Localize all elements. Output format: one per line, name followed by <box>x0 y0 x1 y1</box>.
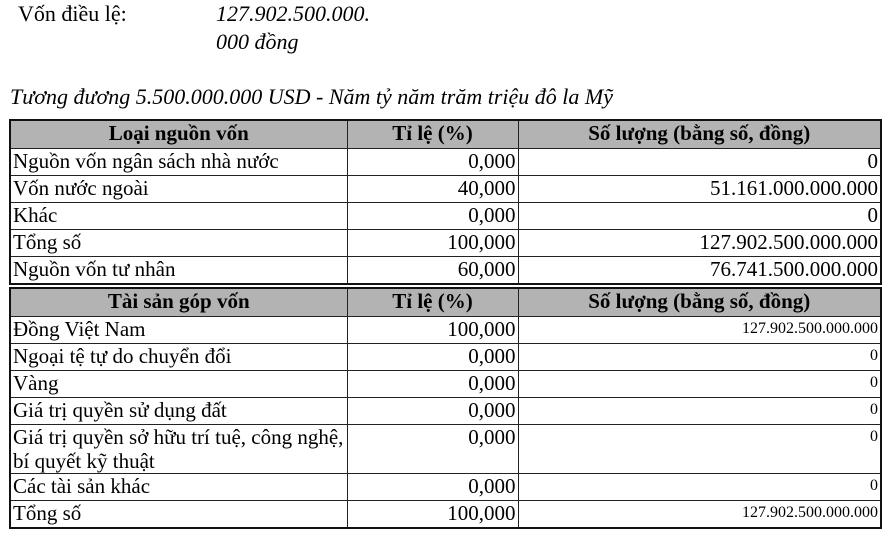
ratio: 100,000 <box>347 501 518 529</box>
table-row <box>10 398 881 425</box>
ratio: 0,000 <box>347 344 518 371</box>
ratio: 0,000 <box>347 425 518 474</box>
ratio: 100,000 <box>347 230 518 257</box>
table-row <box>10 203 881 230</box>
table-row <box>10 344 881 371</box>
ratio: 100,000 <box>347 317 518 344</box>
source-type: Tổng số <box>10 230 347 257</box>
header-asset: Tài sản góp vốn <box>10 288 347 317</box>
table-row <box>10 371 881 398</box>
header-ratio: Tỉ lệ (%) <box>347 288 518 317</box>
charter-capital-value-line1: 127.902.500.000. <box>216 1 370 26</box>
table-header-row <box>10 120 881 149</box>
ratio: 0,000 <box>347 371 518 398</box>
asset: Các tài sản khác <box>10 474 347 501</box>
header-ratio: Tỉ lệ (%) <box>347 120 518 149</box>
table-header-row <box>10 288 881 317</box>
contributed-assets-table <box>9 287 882 529</box>
header-amount: Số lượng (bằng số, đồng) <box>518 288 881 317</box>
asset: Ngoại tệ tự do chuyển đổi <box>10 344 347 371</box>
table-row <box>10 176 881 203</box>
source-type: Nguồn vốn ngân sách nhà nước <box>10 149 347 176</box>
asset: Đồng Việt Nam <box>10 317 347 344</box>
asset: Tổng số <box>10 501 347 529</box>
amount: 127.902.500.000.000 <box>518 230 881 257</box>
charter-capital-value-line2: 000 đồng <box>216 29 299 54</box>
charter-capital-label: Vốn điều lệ: <box>18 1 127 26</box>
ratio: 0,000 <box>347 203 518 230</box>
ratio: 0,000 <box>347 398 518 425</box>
usd-equivalent: Tương đương 5.500.000.000 USD - Năm tỷ năm trăm triệu đô la Mỹ <box>10 84 613 109</box>
amount: 127.902.500.000.000 <box>518 317 881 344</box>
ratio: 0,000 <box>347 149 518 176</box>
amount: 0 <box>518 344 881 371</box>
ratio: 60,000 <box>347 257 518 285</box>
asset: Giá trị quyền sử dụng đất <box>10 398 347 425</box>
table-row <box>10 317 881 344</box>
header-amount: Số lượng (bằng số, đồng) <box>518 120 881 149</box>
source-type: Vốn nước ngoài <box>10 176 347 203</box>
table-row <box>10 149 881 176</box>
amount: 0 <box>518 371 881 398</box>
header-source-type: Loại nguồn vốn <box>10 120 347 149</box>
amount: 0 <box>518 203 881 230</box>
amount: 0 <box>518 474 881 501</box>
table-row <box>10 257 881 285</box>
amount: 0 <box>518 425 881 474</box>
asset: Vàng <box>10 371 347 398</box>
amount: 51.161.000.000.000 <box>518 176 881 203</box>
amount: 0 <box>518 398 881 425</box>
asset: Giá trị quyền sở hữu trí tuệ, công nghệ, bí quyết kỹ thuật <box>10 425 347 474</box>
amount: 76.741.500.000.000 <box>518 257 881 285</box>
table-row <box>10 425 881 474</box>
source-type: Khác <box>10 203 347 230</box>
source-type: Nguồn vốn tư nhân <box>10 257 347 285</box>
charter-capital-value <box>216 0 456 56</box>
table-row-total <box>10 501 881 529</box>
table-row-total <box>10 230 881 257</box>
ratio: 40,000 <box>347 176 518 203</box>
ratio: 0,000 <box>347 474 518 501</box>
amount: 127.902.500.000.000 <box>518 501 881 529</box>
capital-sources-table <box>9 119 882 285</box>
table-row <box>10 474 881 501</box>
amount: 0 <box>518 149 881 176</box>
